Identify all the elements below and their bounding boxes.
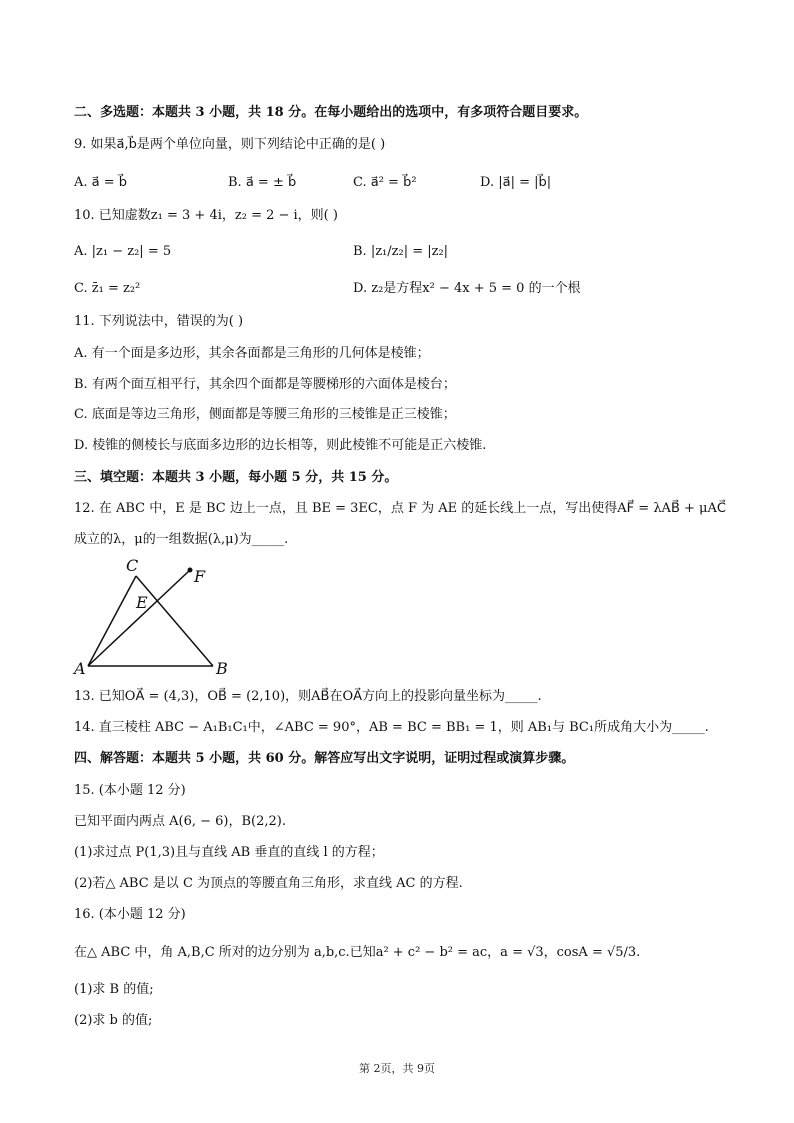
label-e: E bbox=[136, 593, 148, 612]
question-10-stem: 10. 已知虚数z₁ = 3 + 4i，z₂ = 2 − i，则( ) bbox=[74, 208, 338, 223]
question-14-stem: 14. 直三棱柱 ABC − A₁B₁C₁中，∠ABC = 90°，AB = BC = BB₁ = 1，则 AB₁与 BC₁所成角大小为_____. bbox=[74, 720, 709, 735]
point-f-dot bbox=[188, 568, 193, 573]
question-13-stem: 13. 已知OA⃗ = (4,3)，OB⃗ = (2,10)，则AB⃗在OA⃗方向上的投影向量坐标为_____. bbox=[74, 689, 542, 704]
section-heading-fill-in: 三、填空题：本题共 3 小题，每小题 5 分，共 15 分。 bbox=[74, 470, 398, 485]
question-10-option-d: D. z₂是方程x² − 4x + 5 = 0 的一个根 bbox=[353, 281, 581, 296]
question-12-line-1: 12. 在 ABC 中，E 是 BC 边上一点，且 BE = 3EC，点 F 为 AE 的延长线上一点，写出使得AF⃗ = λAB⃗ + μAC⃗ bbox=[74, 501, 726, 516]
triangle-figure bbox=[70, 558, 240, 676]
question-11-option-b: B. 有两个面互相平行，其余四个面都是等腰梯形的六面体是棱台； bbox=[74, 377, 456, 392]
question-10-option-b: B. |z₁/z₂| = |z₂| bbox=[353, 244, 449, 259]
question-16-title: 16. (本小题 12 分) bbox=[74, 907, 186, 922]
segment-ac bbox=[88, 576, 136, 666]
label-b: B bbox=[216, 659, 228, 676]
question-9-option-c: C. a⃗² = b⃗² bbox=[353, 175, 417, 190]
question-9-option-b: B. a⃗ = ± b⃗ bbox=[228, 175, 297, 190]
question-11-option-c: C. 底面是等边三角形，侧面都是等腰三角形的三棱锥是正三棱锥； bbox=[74, 407, 456, 422]
section-heading-multiple-choice: 二、多选题：本题共 3 小题，共 18 分。在每小题给出的选项中，有多项符合题目要求。 bbox=[74, 105, 588, 120]
page-footer: 第 2页，共 9页 bbox=[359, 1062, 435, 1075]
question-11-option-a: A. 有一个面是多边形，其余各面都是三角形的几何体是棱锥； bbox=[74, 346, 430, 361]
question-12-line-2: 成立的λ，μ的一组数据(λ,μ)为_____. bbox=[74, 532, 289, 547]
question-9-option-a: A. a⃗ = b⃗ bbox=[74, 175, 128, 190]
question-16-given: 在△ ABC 中，角 A,B,C 所对的边分别为 a,b,c.已知a² + c² − b² = ac，a = √3，cosA = √5/3. bbox=[74, 945, 641, 960]
question-15-part-1: (1)求过点 P(1,3)且与直线 AB 垂直的直线 l 的方程； bbox=[74, 845, 384, 860]
question-15-given: 已知平面内两点 A(6, − 6)，B(2,2). bbox=[74, 814, 286, 829]
question-10-option-a: A. |z₁ − z₂| = 5 bbox=[74, 244, 172, 259]
question-16-part-1: (1)求 B 的值; bbox=[74, 982, 154, 997]
label-c: C bbox=[126, 558, 139, 575]
segment-af bbox=[88, 570, 190, 666]
section-heading-solve: 四、解答题：本题共 5 小题，共 60 分。解答应写出文字说明，证明过程或演算步骤。 bbox=[74, 751, 575, 766]
label-a: A bbox=[74, 659, 86, 676]
question-10-option-c: C. z̄₁ = z₂² bbox=[74, 281, 141, 296]
question-9-stem: 9. 如果a⃗,b⃗是两个单位向量，则下列结论中正确的是( ) bbox=[74, 137, 386, 152]
question-16-part-2: (2)求 b 的值; bbox=[74, 1013, 153, 1028]
question-11-stem: 11. 下列说法中，错误的为( ) bbox=[74, 314, 244, 329]
label-f: F bbox=[194, 567, 206, 586]
question-15-title: 15. (本小题 12 分) bbox=[74, 783, 186, 798]
segment-bc bbox=[136, 576, 213, 666]
question-15-part-2: (2)若△ ABC 是以 C 为顶点的等腰直角三角形，求直线 AC 的方程. bbox=[74, 876, 463, 891]
question-9-option-d: D. |a⃗| = |b⃗| bbox=[480, 175, 552, 190]
question-11-option-d: D. 棱锥的侧棱长与底面多边形的边长相等，则此棱锥不可能是正六棱锥. bbox=[74, 438, 487, 453]
